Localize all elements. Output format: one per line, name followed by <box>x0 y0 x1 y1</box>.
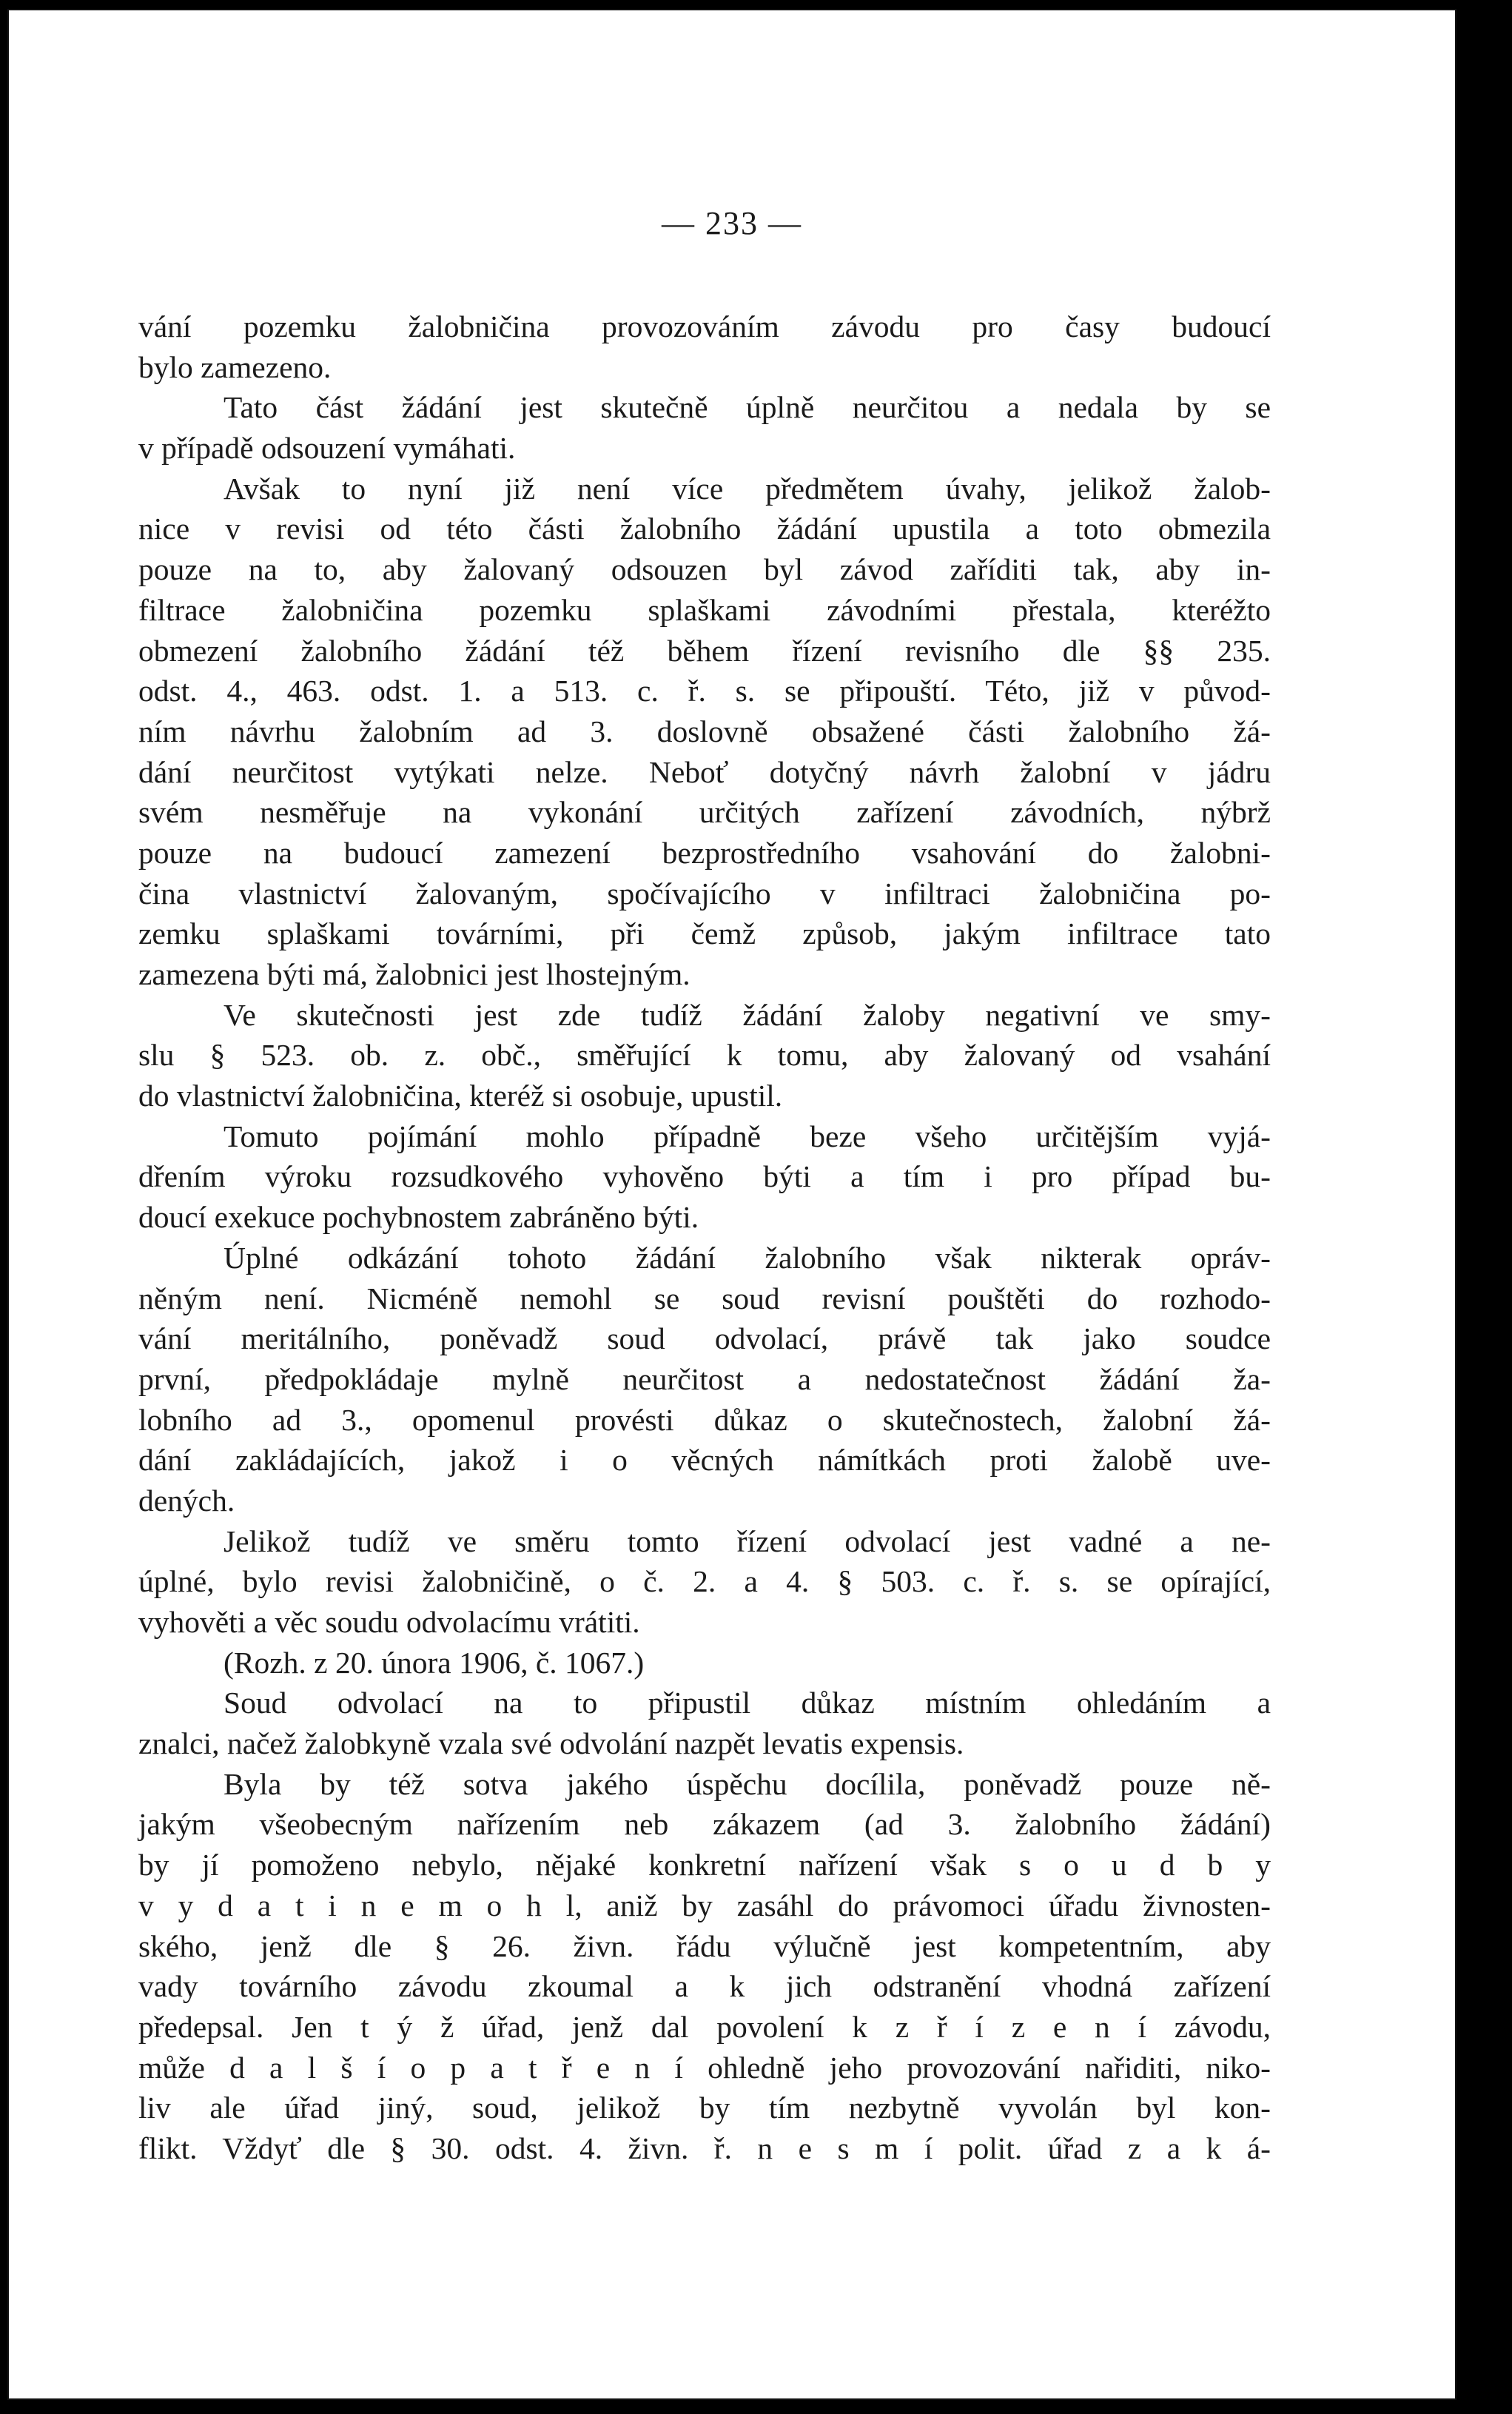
text-line: by jí pomoženo nebylo, nějaké konkretní nařízení však s o u d b y <box>138 1848 1271 1882</box>
text-line: svém nesměřuje na vykonání určitých zařízení závodních, nýbrž <box>138 795 1271 830</box>
text-line: Tomuto pojímání mohlo případně beze všeho určitějším vyjá- <box>224 1119 1271 1153</box>
text-line: první, předpokládaje mylně neurčitost a nedostatečnost žádání ža- <box>138 1361 1271 1396</box>
text-line: ského, jenž dle § 26. živn. řádu výlučně jest kompetentním, aby <box>138 1928 1271 1963</box>
text-line: ním návrhu žalobním ad 3. doslovně obsažené části žalobního žá- <box>138 714 1271 748</box>
text-line: Jelikož tudíž ve směru tomto řízení odvolací jest vadné a ne- <box>224 1523 1271 1558</box>
text-line: dání zakládajících, jakož i o věcných námítkách proti žalobě uve- <box>138 1443 1271 1478</box>
text-line: odst. 4., 463. odst. 1. a 513. c. ř. s. se připouští. Této, již v původ- <box>138 674 1271 708</box>
text-line: bylo zamezeno. <box>138 349 332 384</box>
page-number: — 233 — <box>662 205 802 241</box>
text-line: pouze na budoucí zamezení bezprostředního vsahování do žalobni- <box>138 835 1271 870</box>
text-line: dřením výroku rozsudkového vyhověno býti a tím i pro případ bu- <box>138 1159 1271 1194</box>
text-line: vyhověti a věc soudu odvolacímu vrátiti. <box>138 1605 640 1639</box>
text-line: úplné, bylo revisi žalobničině, o č. 2. a 4. § 503. c. ř. s. se opírající, <box>138 1564 1271 1599</box>
text-line: znalci, načež žalobkyně vzala své odvolání nazpět levatis expensis. <box>138 1726 964 1761</box>
text-line: dání neurčitost vytýkati nelze. Neboť dotyčný návrh žalobní v jádru <box>138 754 1271 789</box>
text-line: něným není. Nicméně nemohl se soud revisní pouštěti do rozhodo- <box>138 1281 1271 1315</box>
text-line: slu § 523. ob. z. obč., směřující k tomu, aby žalovaný od vsahání <box>138 1038 1271 1073</box>
text-line: vání meritálního, poněvadž soud odvolací, právě tak jako soudce <box>138 1321 1271 1356</box>
text-line: nice v revisi od této části žalobního žádání upustila a toto obmezila <box>138 512 1271 546</box>
text-line: v případě odsouzení vymáhati. <box>138 431 516 466</box>
text-line: (Rozh. z 20. února 1906, č. 1067.) <box>224 1645 645 1680</box>
body-text <box>138 306 1271 2169</box>
text-line: čina vlastnictví žalovaným, spočívajícího v infiltraci žalobničina po- <box>138 876 1271 911</box>
text-line: jakým všeobecným nařízením neb zákazem (ad 3. žalobního žádání) <box>138 1807 1271 1842</box>
text-line: obmezení žalobního žádání též během řízení revisního dle §§ 235. <box>138 633 1271 668</box>
text-line: flikt. Vždyť dle § 30. odst. 4. živn. ř. n e s m í polit. úřad z a k á- <box>138 2130 1271 2165</box>
text-line: pouze na to, aby žalovaný odsouzen byl závod zaříditi tak, aby in- <box>138 552 1271 587</box>
text-line: předepsal. Jen t ý ž úřad, jenž dal povolení k z ř í z e n í závodu, <box>138 2009 1271 2044</box>
text-line: Ve skutečnosti jest zde tudíž žádání žaloby negativní ve smy- <box>224 997 1271 1032</box>
text-line: Soud odvolací na to připustil důkaz místním ohledáním a <box>224 1686 1271 1720</box>
text-line: filtrace žalobničina pozemku splaškami závodními přestala, kteréžto <box>138 592 1271 627</box>
text-line: lobního ad 3., opomenul provésti důkaz o skutečnostech, žalobní žá- <box>138 1402 1271 1437</box>
text-line: dených. <box>138 1483 235 1518</box>
text-line: vady továrního závodu zkoumal a k jich odstranění vhodná zařízení <box>138 1969 1271 2004</box>
text-line: Tato část žádání jest skutečně úplně neurčitou a nedala by se <box>224 390 1271 425</box>
text-line: v y d a t i n e m o h l, aniž by zasáhl do právomoci úřadu živnosten- <box>138 1888 1271 1922</box>
text-line: vání pozemku žalobničina provozováním závodu pro časy budoucí <box>138 309 1271 343</box>
text-line: liv ale úřad jiný, soud, jelikož by tím nezbytně vyvolán byl kon- <box>138 2091 1271 2125</box>
text-line: doucí exekuce pochybnostem zabráněno býti. <box>138 1200 699 1235</box>
text-line: zemku splaškami továrními, při čemž způsob, jakým infiltrace tato <box>138 916 1271 951</box>
document-page <box>7 9 1456 2400</box>
text-line: může d a l š í o p a t ř e n í ohledně jeho provozování nařiditi, niko- <box>138 2050 1271 2085</box>
text-line: Úplné odkázání tohoto žádání žalobního však nikterak opráv- <box>224 1240 1271 1275</box>
text-line: Avšak to nyní již není více předmětem úvahy, jelikož žalob- <box>224 471 1271 506</box>
text-line: do vlastnictví žalobničina, kteréž si osobuje, upustil. <box>138 1079 783 1113</box>
text-line: Byla by též sotva jakého úspěchu docílila, poněvadž pouze ně- <box>224 1766 1271 1801</box>
text-line: zamezena býti má, žalobnici jest lhostejným. <box>138 957 691 991</box>
